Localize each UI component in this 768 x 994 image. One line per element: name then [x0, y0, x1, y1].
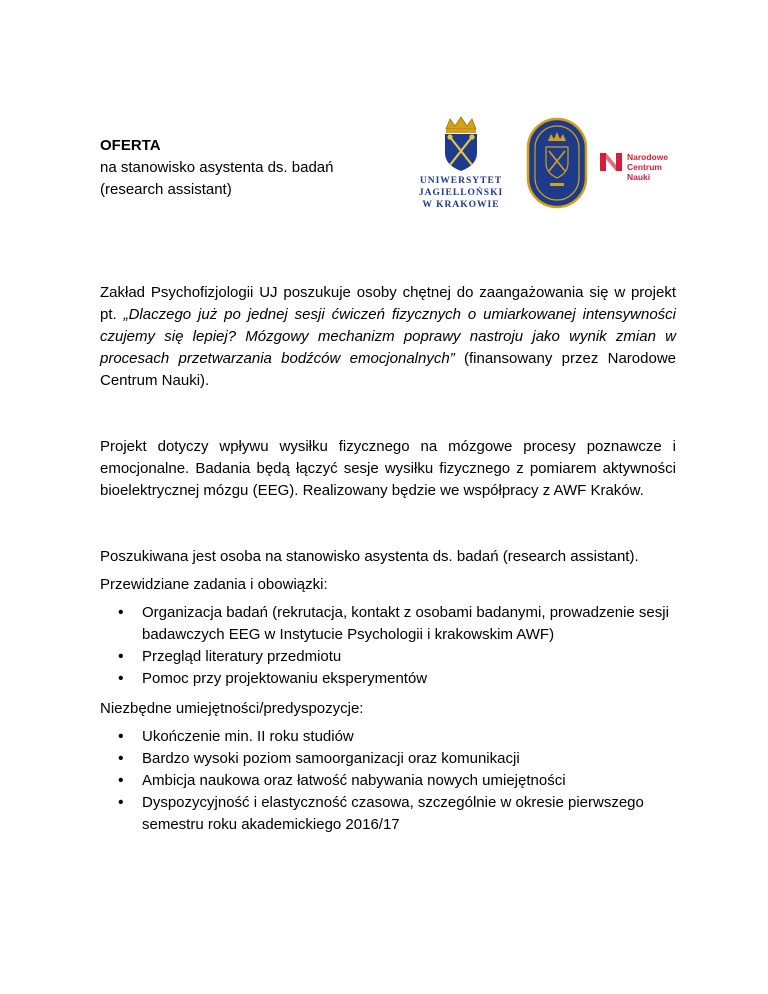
duties-heading: Przewidziane zadania i obowiązki:	[100, 576, 328, 593]
list-item: • Organizacja badań (rekrutacja, kontakt z osobami badanymi, prowadzenie sesji badawczych EEG w Instytucie Psychologii i krakowskim AWF)	[142, 602, 676, 646]
logos-row	[408, 115, 688, 215]
ncn-name-line3: Nauki	[627, 172, 651, 182]
uj-name-line2: JAGIELLOŃSKI	[418, 188, 504, 198]
ncn-logo	[598, 143, 688, 193]
project-title: „Dlaczego już po jednej sesji ćwiczeń fizycznych o umiarkowanej intensywności czujemy się lepiej? Mózgowy mechanizm poprawy nastroju jako wynik zmian w procesach przetwarzania bodźców emocjonalnych”	[100, 306, 676, 367]
position-sought: Poszukiwana jest osoba na stanowisko asystenta ds. badań (research assistant).	[100, 548, 639, 565]
skills-heading: Niezbędne umiejętności/predyspozycje:	[100, 700, 364, 717]
list-item: • Ukończenie min. II roku studiów	[142, 726, 676, 748]
awf-emblem-icon	[526, 117, 588, 209]
list-item: • Bardzo wysoki poziom samoorganizacji oraz komunikacji	[142, 748, 676, 770]
uj-name-line3: W KRAKOWIE	[422, 200, 500, 210]
ncn-name-line2: Centrum	[627, 162, 662, 172]
offer-subtitle-line2: (research assistant)	[100, 181, 232, 198]
uj-name-line1: UNIWERSYTET	[419, 176, 503, 186]
list-item: • Dyspozycyjność i elastyczność czasowa, szczególnie w okresie pierwszego semestru roku akademickiego 2016/17	[142, 792, 676, 836]
project-description: Projekt dotyczy wpływu wysiłku fizycznego na mózgowe procesy poznawcze i emocjonalne. Badania będą łączyć sesje wysiłku fizycznego z pomiarem aktywności bioelektrycznej mózgu (EEG). Realizowany będzie we współpracy z AWF Kraków.	[100, 438, 676, 499]
ncn-mark-icon	[598, 149, 626, 175]
intro-tail: (finansowany przez Narodowe Centrum Nauki).	[100, 350, 676, 389]
list-item: • Pomoc przy projektowaniu eksperymentów	[142, 668, 676, 690]
list-item: • Ambicja naukowa oraz łatwość nabywania nowych umiejętności	[142, 770, 676, 792]
offer-title: OFERTA	[100, 137, 161, 154]
skills-list	[100, 726, 676, 836]
ncn-name-line1: Narodowe	[627, 152, 669, 162]
offer-body	[100, 282, 676, 836]
uj-logo	[408, 115, 514, 215]
duties-list	[100, 602, 676, 690]
intro-paragraph	[100, 282, 676, 392]
ncn-name	[627, 152, 668, 182]
offer-subtitle-line1: na stanowisko asystenta ds. badań	[100, 159, 334, 176]
offer-header	[100, 135, 333, 201]
awf-logo	[526, 117, 588, 209]
intro-lead: Zakład Psychofizjologii UJ poszukuje osoby chętnej do zaangażowania się w projekt pt.	[100, 284, 676, 323]
list-item: • Przegląd literatury przedmiotu	[142, 646, 676, 668]
